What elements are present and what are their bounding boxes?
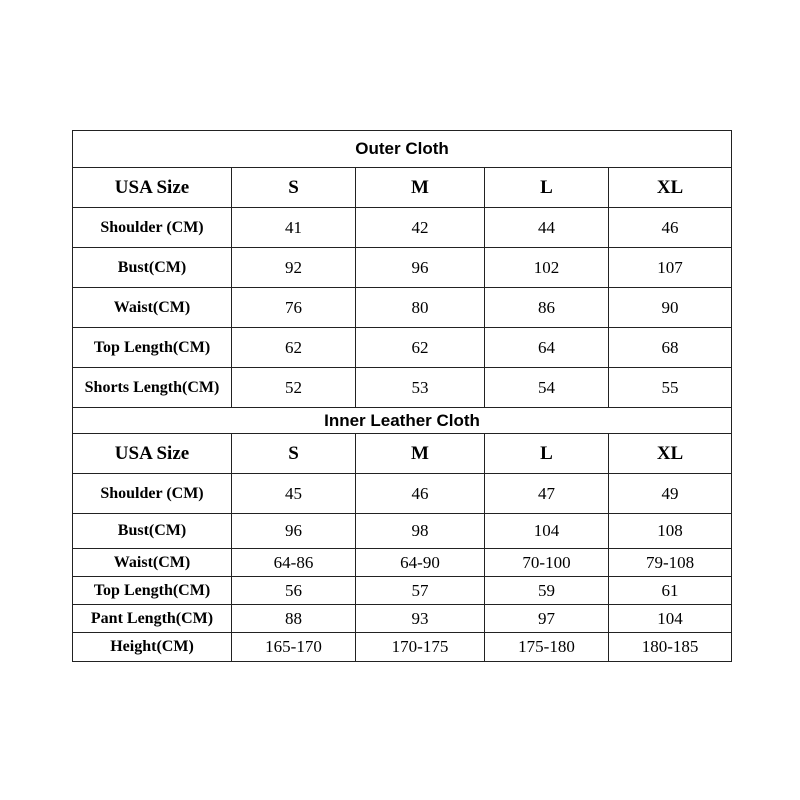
measurement-value: 62 bbox=[356, 328, 485, 368]
size-chart-table bbox=[72, 130, 732, 662]
size-header-cell: XL bbox=[609, 168, 732, 208]
measurement-value: 62 bbox=[232, 328, 356, 368]
measurement-label: Waist(CM) bbox=[73, 549, 232, 577]
table-row bbox=[73, 328, 732, 368]
table-row bbox=[73, 577, 732, 605]
measurement-value: 59 bbox=[485, 577, 609, 605]
size-header-row bbox=[73, 434, 732, 474]
size-header-cell: XL bbox=[609, 434, 732, 474]
measurement-value: 44 bbox=[485, 208, 609, 248]
measurement-value: 107 bbox=[609, 248, 732, 288]
section-title-row bbox=[73, 408, 732, 434]
measurement-label: Top Length(CM) bbox=[73, 577, 232, 605]
measurement-value: 61 bbox=[609, 577, 732, 605]
size-header-cell: L bbox=[485, 168, 609, 208]
measurement-value: 104 bbox=[609, 605, 732, 633]
usa-size-label: USA Size bbox=[73, 434, 232, 474]
table-row bbox=[73, 368, 732, 408]
measurement-value: 165-170 bbox=[232, 633, 356, 662]
measurement-value: 175-180 bbox=[485, 633, 609, 662]
measurement-value: 97 bbox=[485, 605, 609, 633]
measurement-value: 79-108 bbox=[609, 549, 732, 577]
section-title: Outer Cloth bbox=[73, 131, 732, 168]
measurement-value: 70-100 bbox=[485, 549, 609, 577]
measurement-value: 64-86 bbox=[232, 549, 356, 577]
measurement-value: 64-90 bbox=[356, 549, 485, 577]
measurement-value: 54 bbox=[485, 368, 609, 408]
measurement-value: 90 bbox=[609, 288, 732, 328]
measurement-value: 96 bbox=[232, 514, 356, 549]
size-chart-body bbox=[73, 131, 732, 662]
measurement-value: 47 bbox=[485, 474, 609, 514]
measurement-value: 68 bbox=[609, 328, 732, 368]
measurement-value: 64 bbox=[485, 328, 609, 368]
table-row bbox=[73, 474, 732, 514]
measurement-label: Pant Length(CM) bbox=[73, 605, 232, 633]
table-row bbox=[73, 288, 732, 328]
measurement-value: 80 bbox=[356, 288, 485, 328]
table-row bbox=[73, 549, 732, 577]
table-row bbox=[73, 514, 732, 549]
measurement-value: 41 bbox=[232, 208, 356, 248]
size-header-cell: M bbox=[356, 434, 485, 474]
measurement-value: 93 bbox=[356, 605, 485, 633]
size-header-cell: M bbox=[356, 168, 485, 208]
measurement-value: 53 bbox=[356, 368, 485, 408]
table-row bbox=[73, 208, 732, 248]
measurement-value: 76 bbox=[232, 288, 356, 328]
measurement-value: 57 bbox=[356, 577, 485, 605]
measurement-value: 96 bbox=[356, 248, 485, 288]
size-header-row bbox=[73, 168, 732, 208]
measurement-label: Top Length(CM) bbox=[73, 328, 232, 368]
measurement-label: Bust(CM) bbox=[73, 514, 232, 549]
measurement-label: Shoulder (CM) bbox=[73, 208, 232, 248]
measurement-value: 180-185 bbox=[609, 633, 732, 662]
measurement-label: Shorts Length(CM) bbox=[73, 368, 232, 408]
section-title: Inner Leather Cloth bbox=[73, 408, 732, 434]
size-header-cell: L bbox=[485, 434, 609, 474]
measurement-value: 49 bbox=[609, 474, 732, 514]
measurement-value: 86 bbox=[485, 288, 609, 328]
measurement-label: Shoulder (CM) bbox=[73, 474, 232, 514]
measurement-value: 42 bbox=[356, 208, 485, 248]
measurement-value: 108 bbox=[609, 514, 732, 549]
measurement-value: 92 bbox=[232, 248, 356, 288]
size-header-cell: S bbox=[232, 434, 356, 474]
measurement-label: Bust(CM) bbox=[73, 248, 232, 288]
measurement-label: Waist(CM) bbox=[73, 288, 232, 328]
measurement-value: 46 bbox=[609, 208, 732, 248]
measurement-value: 170-175 bbox=[356, 633, 485, 662]
measurement-value: 88 bbox=[232, 605, 356, 633]
table-row bbox=[73, 605, 732, 633]
measurement-value: 56 bbox=[232, 577, 356, 605]
section-title-row bbox=[73, 131, 732, 168]
usa-size-label: USA Size bbox=[73, 168, 232, 208]
table-row bbox=[73, 248, 732, 288]
measurement-value: 46 bbox=[356, 474, 485, 514]
measurement-value: 102 bbox=[485, 248, 609, 288]
measurement-value: 45 bbox=[232, 474, 356, 514]
measurement-label: Height(CM) bbox=[73, 633, 232, 662]
measurement-value: 104 bbox=[485, 514, 609, 549]
table-row bbox=[73, 633, 732, 662]
measurement-value: 98 bbox=[356, 514, 485, 549]
size-header-cell: S bbox=[232, 168, 356, 208]
measurement-value: 52 bbox=[232, 368, 356, 408]
measurement-value: 55 bbox=[609, 368, 732, 408]
